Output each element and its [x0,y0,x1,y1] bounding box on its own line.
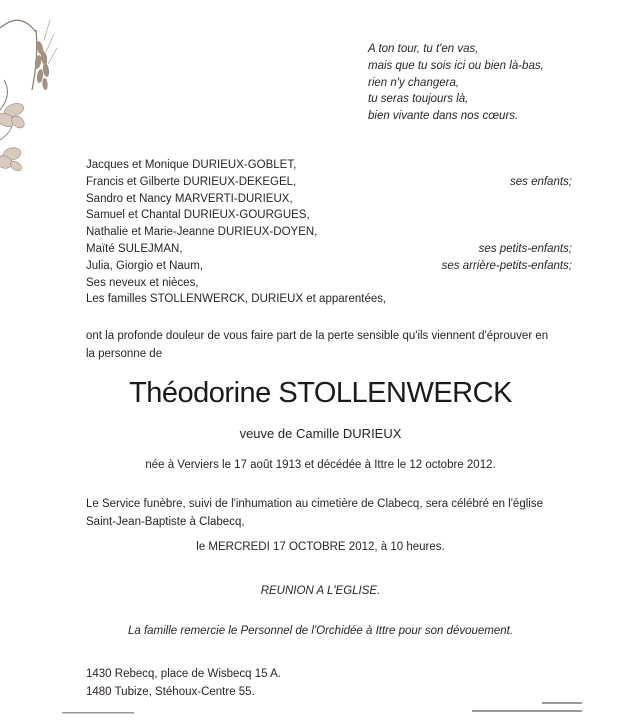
family-names: Ses neveux et nièces, [86,276,199,289]
announcement-text: ont la profonde douleur de vous faire part de la perte sensible qu'ils viennent d'éprouver en la personne de [86,330,549,360]
wheat-flower-decoration [0,0,70,200]
family-relation: ses enfants; [509,175,572,188]
address-line: 1430 Rebecq, place de Wisbecq 15 A. [86,668,281,680]
family-names: Samuel et Chantal DURIEUX-GOURGUES, [86,209,310,222]
family-row [86,207,572,224]
family-row [86,275,572,292]
poem-line: A ton tour, tu t'en vas, [368,43,479,55]
family-list [86,157,572,308]
family-row [86,174,572,191]
poem-line: mais que tu sois ici ou bien là-bas, [368,59,544,72]
family-row [86,224,572,241]
funeral-home-mark [472,700,582,716]
widow-of: veuve de Camille DURIEUX [239,426,402,441]
service-datetime: le MERCREDI 17 OCTOBRE 2012, à 10 heures. [196,541,445,553]
poem-line: rien n'y changera, [368,76,460,89]
family-names: Francis et Gilberte DURIEUX-DEKEGEL, [86,175,297,188]
poem-line: bien vivante dans nos cœurs. [368,110,519,123]
family-row [86,258,572,275]
addresses [86,665,281,701]
meeting-note: REUNION A L'EGLISE. [260,585,381,597]
thanks-note: La famille remercie le Personnel de l'Orchidée à Ittre pour son dévouement. [127,625,514,637]
deceased-name: Théodorine STOLLENWERCK [129,377,512,409]
family-relation: ses petits-enfants; [478,242,572,255]
family-relation: ses arrière-petits-enfants; [441,259,572,272]
printer-mark [62,710,142,716]
family-row [86,241,572,258]
family-row [86,291,572,308]
family-names: Sandro et Nancy MARVERTI-DURIEUX, [86,192,293,205]
family-row [86,191,572,208]
poem [368,41,544,125]
family-names: Maïté SULEJMAN, [86,242,183,255]
family-names: Nathalie et Marie-Jeanne DURIEUX-DOYEN, [86,226,318,239]
birth-death-dates: née à Verviers le 17 août 1913 et décédée à Ittre le 12 octobre 2012. [145,459,496,471]
service-text: Le Service funèbre, suivi de l'inhumation au cimetière de Clabecq, sera célébré en l'église Saint-Jean-Baptiste à Clabecq, [86,498,543,528]
family-row [86,157,572,174]
address-line: 1480 Tubize, Stéhoux-Centre 55. [86,686,255,698]
family-names: Julia, Giorgio et Naum, [86,259,203,272]
family-names: Jacques et Monique DURIEUX-GOBLET, [86,159,297,171]
family-names: Les familles STOLLENWERCK, DURIEUX et apparentées, [86,293,387,306]
poem-line: tu seras toujours là, [368,93,469,106]
